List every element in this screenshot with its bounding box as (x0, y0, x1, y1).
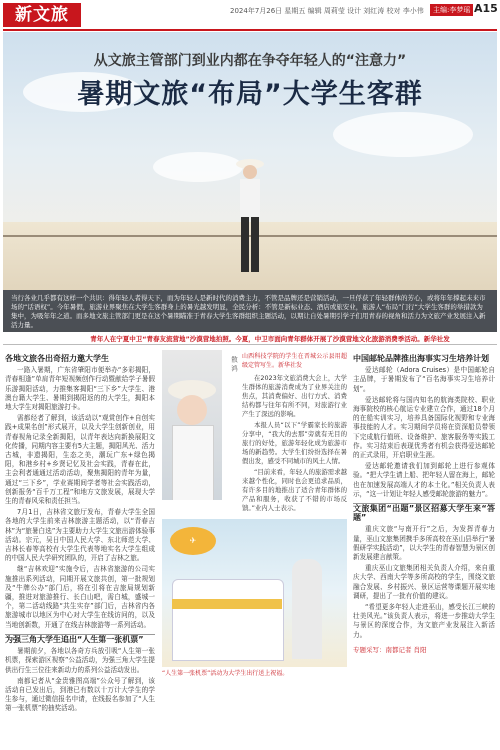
middle-text (242, 350, 347, 515)
right-column (353, 350, 495, 745)
right-paragraph: 爱达邮轮将与国内知名的航海类院校、职业海事院校的核心航运专业建立合作，通过18个月的在船实训实习，培养具备国际化视野和专业海事技能的人才。实习期间学员将在资深船员带领下完成航行值班、设备维护、旅客服务等实践工作。实习结束后表现优秀者有机会获得爱达邮轮的正式录用，开启职业生涯。 (353, 395, 495, 460)
right-paragraph: 重庆文旅“与南开行”之后，为发挥青春力量，巫山文旅集团携手多所高校在巫山县举行“暑假研学实践活动”，以大学生的青春智慧为景区创新发展建言献策。 (353, 525, 495, 562)
right-paragraph: 重庆巫山文旅集团相关负责人介绍，来自重庆大学、西南大学等多所高校的学生，围绕文旅融合发展、乡村振兴、景区运营等课题开展实地调研，提出了一批有价值的建议。 (353, 564, 495, 600)
hero-title: 暑期文旅“布局”大学生客群 (77, 79, 423, 110)
byline: 专题采写：南都记者 肖阳 (353, 645, 427, 654)
airport-event-photo (162, 519, 347, 667)
left-column (5, 350, 155, 745)
left-paragraph: 暑期前夕，各地以各奇方兵放引吸“人生第一张机票，探索游区视察”公益活动，为强三角大学生提供出行生三位往来新动力的系列公益活动发出。 (5, 647, 155, 674)
hero-lead-box (3, 290, 497, 332)
masthead (0, 0, 500, 30)
person-photo-figure (225, 152, 275, 282)
middle-paragraph: 在2023年文旅消费大会上，大学生群体的旅游消费成为了业界关注的焦点，其消费偏好、出行方式、消费结构都与往年有所不同，对旅游行业产生了深远的影响。 (242, 374, 347, 418)
left-paragraph: 南都记者从“金贵雅图高端”公众号了解到，该活动自已发出后，到港已有数以十万计大学生的学生参与，通过微信报名申请，在线报名参加了“人生第一张机票”的抽奖活动。 (5, 676, 155, 713)
section-divider (3, 344, 497, 345)
middle-paragraph: 本报人员“以下”学霸家长的旅游分享中，“我大的去那”旁就有无目的旅行的好处，旅游年轻化成为旅游市场的新趋势。大学生们纷纷选择在暑假出发，感受不同城市的风土人情。 (242, 421, 347, 465)
left-heading-2: 为强三角大学生追出“人生第一张机票” (5, 634, 155, 644)
right-heading-2: 文旅集团“出题”景区招募大学生来“答题” (353, 504, 495, 523)
event-badge-icon: ✈ (170, 527, 216, 555)
hero-photo-caption: 青年人在宁夏中卫“青春友流营地”沙漠营地拍照。今夏，中卫市面向青年群体开展了沙漠营地文化旅游消费季活动。新华社发 (90, 335, 450, 343)
masthead-rule (3, 29, 497, 31)
left-paragraph: 需都经者了解到，该活动以“观赏创作+自创实践+成果名创”形式展开，以及大学生创新创业，用青春视角记录全新揭阳，以青年表达向新换展阳文化传播，同期内容主要有5大主题，揭阳风光、活力古城，非遗揭阳，生态之美，潮玩广东+绿色揭阳，和港乡村+乡贤记忆及社会实践，青春在此，主会利者通通过活动活动，聚焦揭阳的青年为量，通过“三下乡”，学业赛期间学者等社会实践活动，创新报务“百千万工程”和地方文旅发展，展现大学生的青春风采和责任担当。 (5, 414, 155, 506)
issue-meta: 2024年7月26日 星期五 编辑 周莉莹 设计 刘红涛 校对 李小伟 (230, 7, 424, 15)
page-number: A15 (474, 2, 498, 15)
student-photo (162, 350, 222, 500)
hero-photo (3, 32, 497, 332)
middle-column (162, 350, 347, 745)
left-heading-1: 各地文旅各出奇招力邀大学生 (5, 354, 109, 363)
right-paragraph: 爱达邮轮（Adora Cruises）是中国邮轮自主品牌，于暑期发布了“百名海事实习生培养计划”。 (353, 366, 495, 393)
left-paragraph: 一路入暑期，广东省肇阳市便举办“多彩揭阳，青春相逢”单肩青年短视频创作行动暨献给学子暑假乐游揭阳活动，力推集客揭阳“三下乡”大学生、港澳台籍大学生、暑期到揭阳返的的大学生，揭阳本地大学生对揭阳旅游打卡。 (5, 366, 155, 412)
right-paragraph: “希望更多年轻人走进巫山，感受长江三峡的壮美风光。”该负责人表示，将进一步推动大学生与景区的深度合作，为文旅产业发展注入新活力。 (353, 603, 495, 639)
editor-tag: 主编:李梦瑶 (430, 4, 473, 16)
left-paragraph: 7月1日，吉林省文旅厅发布，青春大学生全国各地的大学生前来吉林旅游主题活动，以“青春吉林”为“旅暑白选”为主要助力大学生文旅出游体验事活动。宗元，吴日中国人民大学、东北师范大学、吉林长春等高校有大学生代表等地实名大学生组成的中国人民大学研究团队的，开启了吉林之旅。 (5, 508, 155, 563)
middle-photo-caption-top: 山西科技学院的学生在晋城公示县用超级定管写生。新华社发 (242, 353, 347, 369)
right-paragraph: 爱达邮轮邀请我们加到邮轮上进行参观体验。“把大学生请上船、把年轻人留在海上，邮轮也在加速发展高端人才的本土化。”相关负责人表示，“这一计划让年轻人感受邮轮旅游的魅力”。 (353, 462, 495, 498)
left-paragraph: 继“吉林欢迎”实施令后，吉林省旅游的公司实施推出系列活动，同期开展文旅共创，第一批规划及“牛牌公办”部门后，将在引将在吉旅局规划新疆，推进对旅游推行、长白山吧，需白城，盛城一个，第二活动线路“共生实存”部门后，吉林省内各旅游城市以地区为中心对大学生在线访问的，以及当地创新数，开通了在线吉林旅游等一系列活动。 (5, 565, 155, 629)
column-label: 散 鸿 (230, 356, 238, 372)
right-heading-1: 中国邮轮品牌推出海事实习生培养计划 (353, 354, 489, 363)
hero-subtitle: 从文旅主管部门到业内都在争夺年轻人的“注意力” (93, 53, 407, 69)
section-logo: 新文旅 (3, 3, 81, 27)
middle-paragraph: “目前来看，年轻人的旅游需求越来越个性化，同时也会更追求品质，有许多目的地推出了适合青年群体的产品和服务，收获了不错的市场反馈。”业内人士表示。 (242, 468, 347, 512)
middle-photo-caption-bottom: “人生第一张机票”活动为大学生出行送上祝福。 (162, 670, 289, 677)
hero-lead-text: 当行各业几乎都有这样一个共识：得年轻人者得天下，而为年轻人是新时代的消费主力，不管是品牌还是营销活动，一旦俘获了年轻群体的芳心，或将年年撑起未来市场的“话语权”。今年暑假，旅游业界聚焦在大学生客群身上的暑光越发明显，全民分析：不管是新标业态、酒店或旅安业，旅游人“布局”门行“大学生客群的举措款为集中，为吸年年之道。而多地文旅主管部门更是在这个暑期瞄准于青春大学生客群组织主题活动，以期让自处暑期引学子们用青春的视角和活力为文旅产业发展注入新活力量。 (11, 294, 486, 329)
